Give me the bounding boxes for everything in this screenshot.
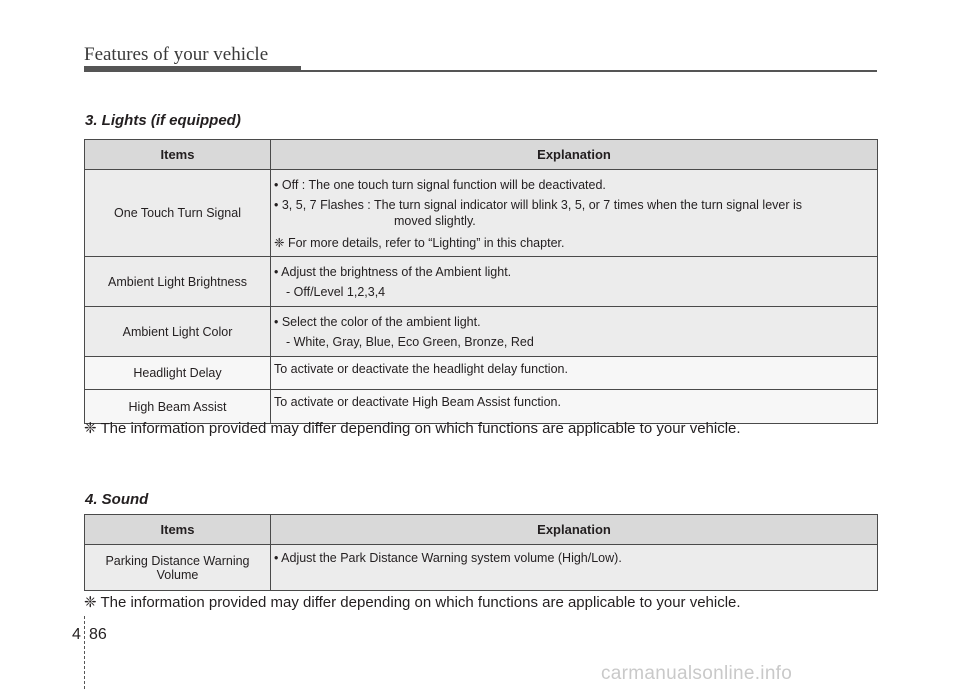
- table-header-row: [85, 140, 878, 170]
- table-row: [85, 357, 878, 390]
- explanation-cell: To activate or deactivate High Beam Assist function.: [271, 390, 878, 424]
- bullet-text-continuation: moved slightly.: [394, 214, 476, 228]
- section-title-lights: 3. Lights (if equipped): [85, 112, 241, 129]
- item-ambient-light-color: Ambient Light Color: [85, 307, 271, 357]
- column-header-explanation: Explanation: [271, 515, 878, 545]
- section-number: 4: [72, 626, 81, 643]
- explanation-cell: [271, 307, 878, 357]
- note-text: ❈ For more details, refer to “Lighting” in this chapter.: [274, 236, 565, 250]
- explanation-cell: [271, 170, 878, 257]
- page-number-divider: [84, 616, 85, 689]
- item-headlight-delay: Headlight Delay: [85, 357, 271, 390]
- explanation-cell: [271, 545, 878, 591]
- bullet-text: [274, 197, 874, 229]
- table-row: [85, 545, 878, 591]
- explanation-cell: To activate or deactivate the headlight delay function.: [271, 357, 878, 390]
- footnote-lights: ❈ The information provided may differ depending on which functions are applicable to your vehicle.: [84, 420, 741, 437]
- table-row: [85, 257, 878, 307]
- bullet-text: • Select the color of the ambient light.: [274, 315, 481, 329]
- sub-text: - Off/Level 1,2,3,4: [286, 285, 386, 299]
- item-one-touch-turn-signal: One Touch Turn Signal: [85, 170, 271, 257]
- column-header-explanation: Explanation: [271, 140, 878, 170]
- table-header-row: [85, 515, 878, 545]
- item-label-line: Parking Distance Warning: [105, 553, 250, 568]
- bullet-text-line: • 3, 5, 7 Flashes : The turn signal indicator will blink 3, 5, or 7 times when the turn signal lever is: [274, 198, 803, 212]
- column-header-items: Items: [85, 515, 271, 545]
- sub-text: - White, Gray, Blue, Eco Green, Bronze, Red: [286, 335, 534, 349]
- page-header-title: Features of your vehicle: [84, 44, 269, 65]
- sound-table: [84, 514, 878, 591]
- header-rule: [84, 70, 877, 72]
- table-row: [85, 170, 878, 257]
- watermark-text: carmanualsonline.info: [601, 663, 793, 684]
- column-header-items: Items: [85, 140, 271, 170]
- lights-table: [84, 139, 878, 424]
- explanation-cell: [271, 257, 878, 307]
- item-high-beam-assist: High Beam Assist: [85, 390, 271, 424]
- item-label-line: Volume: [156, 567, 199, 582]
- item-ambient-light-brightness: Ambient Light Brightness: [85, 257, 271, 307]
- bullet-text: • Adjust the Park Distance Warning system volume (High/Low).: [274, 551, 622, 565]
- footnote-sound: ❈ The information provided may differ depending on which functions are applicable to your vehicle.: [84, 594, 741, 611]
- table-row: [85, 307, 878, 357]
- item-parking-distance-warning-volume: [85, 545, 271, 591]
- page-number: 86: [89, 626, 107, 643]
- section-title-sound: 4. Sound: [85, 491, 149, 508]
- bullet-text: • Adjust the brightness of the Ambient light.: [274, 265, 512, 279]
- bullet-text: • Off : The one touch turn signal function will be deactivated.: [274, 178, 606, 192]
